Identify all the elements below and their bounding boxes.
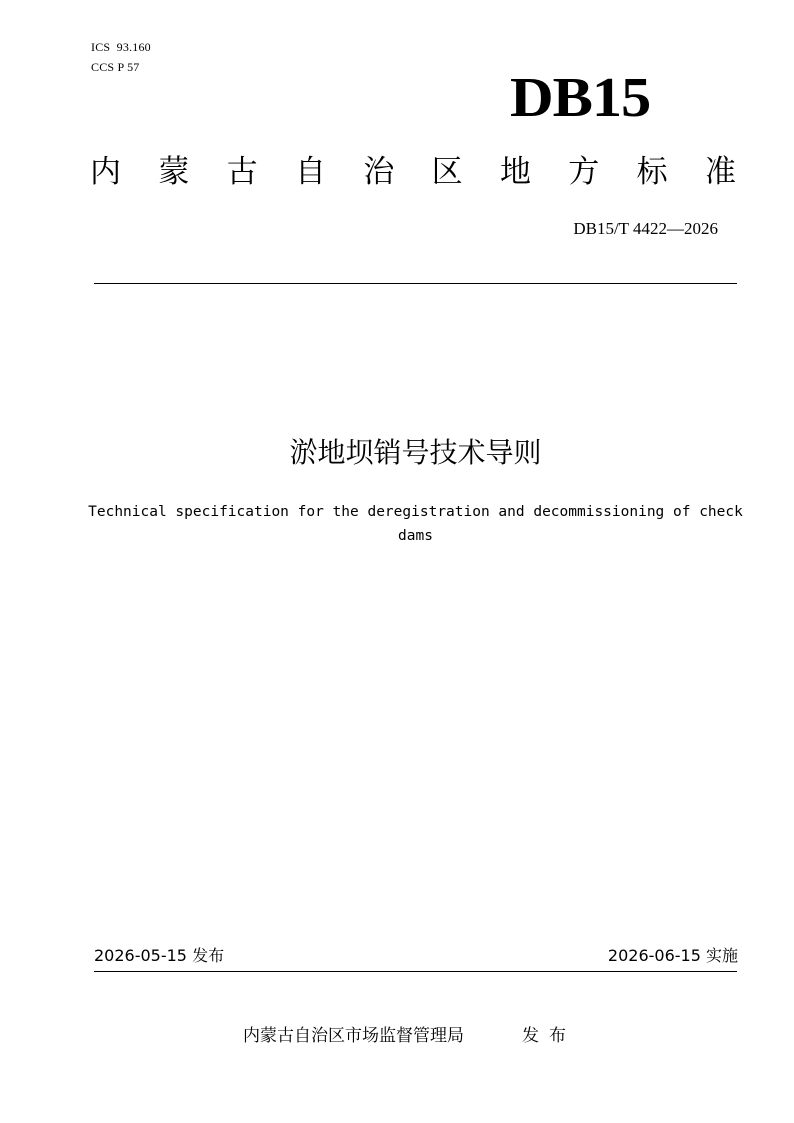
heading-char: 内 — [90, 154, 121, 190]
heading-char: 古 — [226, 154, 258, 190]
top-divider — [94, 283, 737, 284]
issue-date: 2026-05-15 发布 — [94, 946, 225, 965]
heading-char: 治 — [363, 154, 395, 190]
ics-code: ICS 93.160 — [91, 40, 151, 54]
standard-type-heading — [90, 150, 736, 194]
standard-number: DB15/T 4422—2026 — [573, 219, 718, 238]
publisher-name: 内蒙古自治区市场监督管理局 — [243, 1026, 464, 1046]
heading-char: 地 — [499, 154, 531, 190]
document-title-english: Technical specification for the deregistration and decommissioning of check dams — [88, 504, 743, 544]
heading-char: 区 — [431, 154, 463, 190]
document-title-chinese: 淤地坝销号技术导则 — [289, 436, 542, 469]
heading-char: 标 — [636, 154, 668, 190]
standard-mark-logo: DB15 — [510, 67, 651, 129]
heading-char: 准 — [704, 154, 736, 190]
heading-char: 方 — [568, 154, 600, 190]
heading-char: 自 — [294, 154, 326, 190]
heading-char: 蒙 — [158, 154, 190, 190]
ccs-code: CCS P 57 — [91, 60, 140, 74]
implementation-date: 2026-06-15 实施 — [607, 946, 738, 965]
bottom-divider — [94, 971, 737, 972]
publisher-action: 发布 — [522, 1026, 576, 1046]
